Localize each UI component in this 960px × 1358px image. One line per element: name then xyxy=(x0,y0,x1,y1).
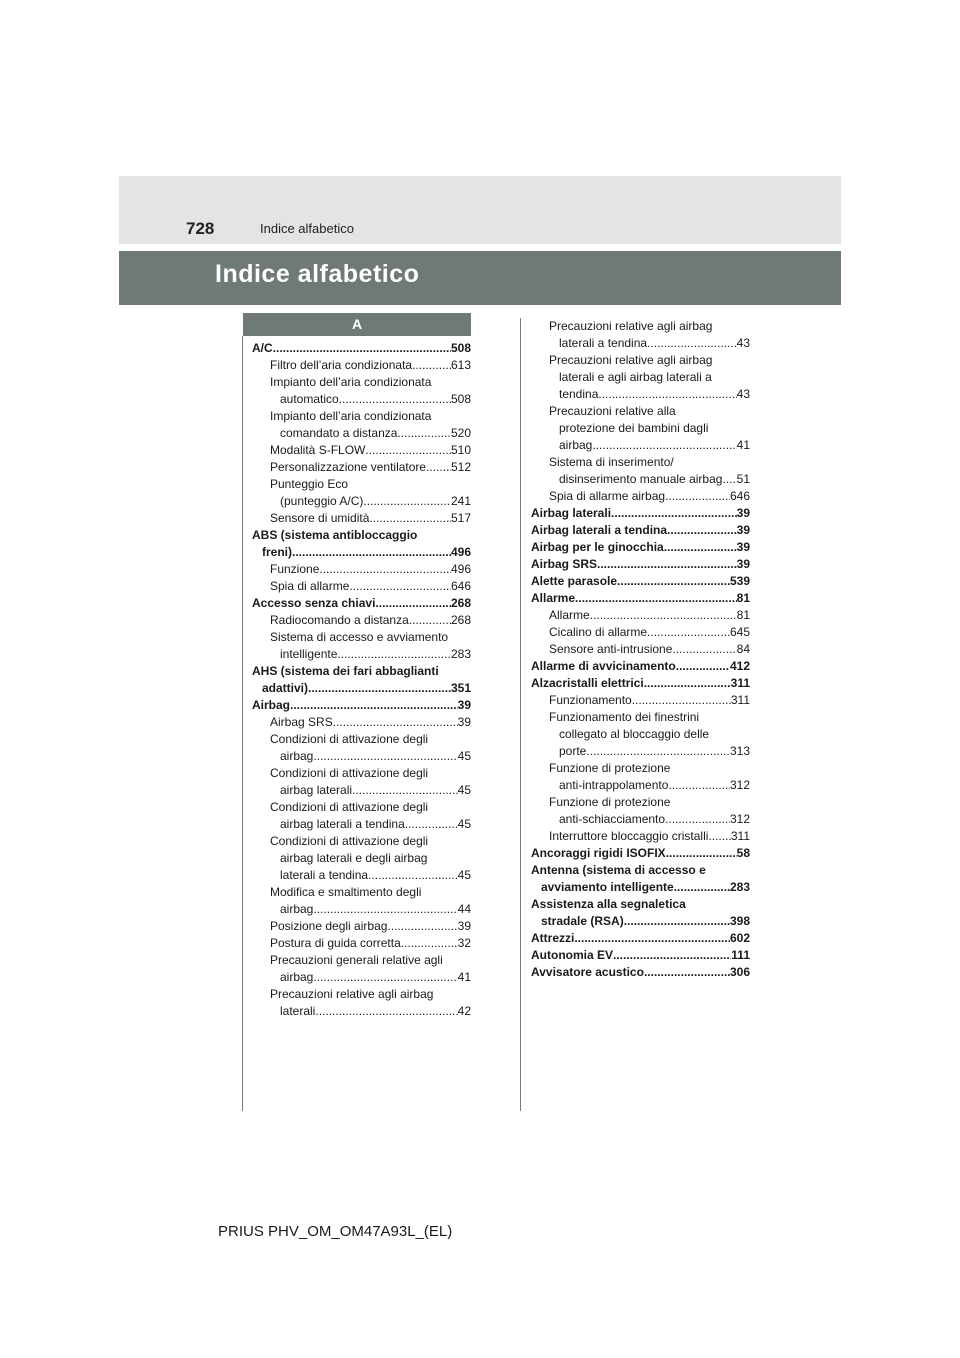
index-page-number: 520 xyxy=(450,426,471,440)
index-entry-text: anti-intrappolamento xyxy=(559,778,669,792)
dot-leader xyxy=(313,969,457,986)
index-entry xyxy=(531,454,750,488)
index-entry-text: Antenna (sistema di accesso e xyxy=(531,863,706,877)
dot-leader xyxy=(290,697,458,714)
index-entry-text: AHS (sistema dei fari abbaglianti xyxy=(252,664,439,678)
index-entry-text: Condizioni di attivazione degli xyxy=(270,766,429,780)
dot-leader xyxy=(349,578,451,595)
dot-leader xyxy=(387,918,457,935)
letter-section-header: A xyxy=(243,313,471,336)
index-entry xyxy=(531,573,750,590)
dot-leader xyxy=(665,488,730,505)
index-page-number: 508 xyxy=(450,341,471,355)
index-page-number: 45 xyxy=(457,783,471,797)
page-title: Indice alfabetico xyxy=(215,260,420,288)
index-entry-text: porte xyxy=(559,744,587,758)
dot-leader xyxy=(613,947,731,964)
index-entry xyxy=(252,918,471,935)
index-entry-text: Avvisatore acustico xyxy=(531,965,644,979)
index-entry xyxy=(531,709,750,760)
index-page-number: 268 xyxy=(450,613,471,627)
index-page-number: 311 xyxy=(730,829,750,843)
index-entry-text: Airbag xyxy=(252,698,291,712)
index-entry xyxy=(252,731,471,765)
index-entry-text: Precauzioni generali relative agli xyxy=(270,953,443,967)
index-entry xyxy=(252,459,471,476)
index-entry xyxy=(252,340,471,357)
index-entry-text: Autonomia EV xyxy=(531,948,614,962)
index-entry xyxy=(252,408,471,442)
dot-leader xyxy=(674,879,730,896)
dot-leader xyxy=(412,357,451,374)
center-column-rule xyxy=(520,318,521,1111)
index-entry-text: Airbag laterali xyxy=(531,506,612,520)
index-entry-text: Assistenza alla segnaletica xyxy=(531,897,686,911)
index-page-number: 508 xyxy=(450,392,471,406)
index-entry xyxy=(531,964,750,981)
index-entry-text: Modifica e smaltimento degli xyxy=(270,885,422,899)
index-entry-text: (punteggio A/C) xyxy=(280,494,364,508)
index-entry xyxy=(531,505,750,522)
index-page-number: 45 xyxy=(457,817,471,831)
index-entry-text: airbag laterali a tendina xyxy=(280,817,405,831)
index-entry-text: avviamento intelligente xyxy=(541,880,674,894)
dot-leader xyxy=(590,607,737,624)
index-entry-text: Sensore anti-intrusione xyxy=(549,642,673,656)
index-page-number: 517 xyxy=(450,511,471,525)
index-entry xyxy=(531,488,750,505)
dot-leader xyxy=(597,556,737,573)
index-entry-text: Airbag per le ginocchia xyxy=(531,540,664,554)
index-entry xyxy=(531,556,750,573)
index-entry-text: automatico xyxy=(280,392,339,406)
header-bar xyxy=(119,176,841,244)
header-section-title: Indice alfabetico xyxy=(260,221,354,236)
index-page-number: 283 xyxy=(729,880,750,894)
index-entry-text: Airbag SRS xyxy=(531,557,598,571)
dot-leader xyxy=(672,641,736,658)
dot-leader xyxy=(574,930,730,947)
index-entry-text: Condizioni di attivazione degli xyxy=(270,834,429,848)
index-page-number: 39 xyxy=(457,715,471,729)
index-entry xyxy=(252,476,471,510)
dot-leader xyxy=(598,386,736,403)
index-entry-text: Precauzioni relative alla xyxy=(549,404,676,418)
dot-leader xyxy=(337,646,451,663)
index-entry-text: Precauzioni relative agli airbag xyxy=(549,319,713,333)
index-page-number: 351 xyxy=(450,681,471,695)
index-entry xyxy=(252,765,471,799)
dot-leader xyxy=(308,680,451,697)
dot-leader xyxy=(375,595,451,612)
index-entry-text: Interruttore bloccaggio cristalli xyxy=(549,829,709,843)
index-entry-text: anti-schiacciamento xyxy=(559,812,666,826)
index-entry xyxy=(252,952,471,986)
index-entry-text: A/C xyxy=(252,341,273,355)
index-entry-text: Precauzioni relative agli airbag xyxy=(549,353,713,367)
index-entry-text: Funzionamento xyxy=(549,693,632,707)
index-page-number: 81 xyxy=(736,591,750,605)
index-entry-text: laterali e agli airbag laterali a xyxy=(559,370,712,384)
index-page-number: 45 xyxy=(457,868,471,882)
index-entry-text: Condizioni di attivazione degli xyxy=(270,800,429,814)
index-entry xyxy=(252,714,471,731)
dot-leader xyxy=(647,335,737,352)
index-entry-text: Airbag SRS xyxy=(270,715,333,729)
index-entry xyxy=(531,675,750,692)
index-entry xyxy=(252,595,471,612)
index-entry-text: Airbag laterali a tendina xyxy=(531,523,668,537)
dot-leader xyxy=(664,539,737,556)
index-page-number: 39 xyxy=(736,540,750,554)
index-page-number: 39 xyxy=(736,523,750,537)
index-entry xyxy=(531,828,750,845)
dot-leader xyxy=(401,935,458,952)
index-entry xyxy=(252,561,471,578)
index-entry xyxy=(531,352,750,403)
index-entry-text: airbag laterali e degli airbag xyxy=(280,851,428,865)
index-page-number: 44 xyxy=(457,902,471,916)
index-entry xyxy=(252,663,471,697)
left-column-rule xyxy=(242,336,243,1111)
document-footer: PRIUS PHV_OM_OM47A93L_(EL) xyxy=(218,1223,453,1240)
index-entry-text: Attrezzi xyxy=(531,931,575,945)
index-column-left xyxy=(252,340,471,1020)
index-page-number: 39 xyxy=(736,557,750,571)
dot-leader xyxy=(667,522,737,539)
index-entry-text: Radiocomando a distanza xyxy=(270,613,409,627)
index-entry-text: Sistema di accesso e avviamento xyxy=(270,630,449,644)
index-entry xyxy=(252,612,471,629)
index-page-number: 58 xyxy=(736,846,750,860)
index-entry-text: Impianto dell’aria condizionata xyxy=(270,375,432,389)
dot-leader xyxy=(315,1003,457,1020)
index-entry-text: Funzione di protezione xyxy=(549,761,671,775)
index-page-number: 645 xyxy=(729,625,750,639)
index-entry-text: Spia di allarme xyxy=(270,579,350,593)
index-entry xyxy=(531,641,750,658)
index-entry-text: Posizione degli airbag xyxy=(270,919,388,933)
index-entry xyxy=(531,862,750,896)
index-entry-text: Funzione xyxy=(270,562,320,576)
index-entry xyxy=(252,442,471,459)
index-entry xyxy=(531,896,750,930)
index-page-number: 41 xyxy=(736,438,750,452)
index-entry-text: airbag xyxy=(280,902,314,916)
index-entry xyxy=(252,578,471,595)
index-entry-text: Accesso senza chiavi xyxy=(252,596,376,610)
index-entry xyxy=(531,794,750,828)
dot-leader xyxy=(363,493,451,510)
index-entry-text: stradale (RSA) xyxy=(541,914,624,928)
index-entry-text: airbag laterali xyxy=(280,783,353,797)
dot-leader xyxy=(676,658,730,675)
index-page-number: 312 xyxy=(729,812,750,826)
index-page-number: 39 xyxy=(736,506,750,520)
index-entry-text: Allarme di avvicinamento xyxy=(531,659,676,673)
dot-leader xyxy=(352,782,458,799)
index-page-number: 311 xyxy=(730,676,750,690)
index-entry xyxy=(252,629,471,663)
index-entry-text: comandato a distanza xyxy=(280,426,398,440)
index-page-number: 539 xyxy=(729,574,750,588)
index-entry-text: ABS (sistema antibloccaggio xyxy=(252,528,418,542)
index-entry-text: Sensore di umidità xyxy=(270,511,370,525)
index-page-number: 84 xyxy=(736,642,750,656)
index-entry-text: collegato al bloccaggio delle xyxy=(559,727,710,741)
index-page-number: 306 xyxy=(729,965,750,979)
index-entry xyxy=(252,527,471,561)
index-entry xyxy=(531,760,750,794)
index-entry xyxy=(252,799,471,833)
index-page-number: 646 xyxy=(450,579,471,593)
index-entry-text: Personalizzazione ventilatore xyxy=(270,460,427,474)
dot-leader xyxy=(313,748,457,765)
index-page-number: 41 xyxy=(457,970,471,984)
index-entry-text: Funzione di protezione xyxy=(549,795,671,809)
index-page-number: 412 xyxy=(729,659,750,673)
index-entry xyxy=(252,884,471,918)
index-entry-text: airbag xyxy=(280,970,314,984)
index-entry xyxy=(252,935,471,952)
index-entry-text: Filtro dell’aria condizionata xyxy=(270,358,413,372)
index-page-number: 32 xyxy=(457,936,471,950)
index-page-number: 241 xyxy=(450,494,471,508)
index-entry xyxy=(531,658,750,675)
dot-leader xyxy=(333,714,458,731)
index-entry-text: Alette parasole xyxy=(531,574,618,588)
dot-leader xyxy=(397,425,451,442)
index-entry-text: adattivi) xyxy=(262,681,309,695)
dot-leader xyxy=(292,544,451,561)
index-page-number: 39 xyxy=(457,919,471,933)
index-entry-text: Punteggio Eco xyxy=(270,477,349,491)
index-entry-text: Sistema di inserimento/ xyxy=(549,455,674,469)
dot-leader xyxy=(617,573,730,590)
index-entry xyxy=(531,930,750,947)
index-entry-text: Impianto dell’aria condizionata xyxy=(270,409,432,423)
index-entry xyxy=(531,539,750,556)
index-entry-text: Condizioni di attivazione degli xyxy=(270,732,429,746)
index-entry xyxy=(531,845,750,862)
page-number: 728 xyxy=(186,219,215,238)
index-page-number: 43 xyxy=(736,387,750,401)
index-page-number: 311 xyxy=(730,693,750,707)
index-entry xyxy=(252,833,471,884)
dot-leader xyxy=(368,867,458,884)
index-entry-text: Ancoraggi rigidi ISOFIX xyxy=(531,846,666,860)
dot-leader xyxy=(426,459,451,476)
index-entry xyxy=(252,697,471,714)
index-page-number: 268 xyxy=(450,596,471,610)
index-entry-text: Modalità S-FLOW xyxy=(270,443,366,457)
index-entry-text: disinserimento manuale airbag xyxy=(559,472,723,486)
index-entry xyxy=(252,986,471,1020)
index-entry-text: Funzionamento dei finestrini xyxy=(549,710,700,724)
dot-leader xyxy=(666,845,737,862)
dot-leader xyxy=(409,612,451,629)
index-page-number: 45 xyxy=(457,749,471,763)
index-entry-text: laterali a tendina xyxy=(559,336,648,350)
index-column-right xyxy=(531,318,750,981)
dot-leader xyxy=(365,442,451,459)
index-entry-text: Precauzioni relative agli airbag xyxy=(270,987,434,1001)
dot-leader xyxy=(668,777,730,794)
index-page-number: 602 xyxy=(729,931,750,945)
index-entry-text: freni) xyxy=(262,545,292,559)
index-page-number: 510 xyxy=(450,443,471,457)
dot-leader xyxy=(319,561,451,578)
index-entry xyxy=(531,947,750,964)
index-page-number: 646 xyxy=(729,489,750,503)
index-entry-text: Alzacristalli elettrici xyxy=(531,676,644,690)
index-entry-text: laterali a tendina xyxy=(280,868,369,882)
dot-leader xyxy=(586,743,730,760)
index-entry-text: protezione dei bambini dagli xyxy=(559,421,709,435)
index-entry xyxy=(252,357,471,374)
index-page-number: 39 xyxy=(457,698,471,712)
dot-leader xyxy=(369,510,451,527)
index-entry-text: Spia di allarme airbag xyxy=(549,489,666,503)
index-page-number: 313 xyxy=(729,744,750,758)
index-entry-text: intelligente xyxy=(280,647,338,661)
dot-leader xyxy=(632,692,731,709)
index-entry-text: laterali xyxy=(280,1004,316,1018)
index-page-number: 398 xyxy=(729,914,750,928)
index-entry xyxy=(531,403,750,454)
dot-leader xyxy=(575,590,737,607)
dot-leader xyxy=(708,828,730,845)
dot-leader xyxy=(611,505,737,522)
index-page-number: 81 xyxy=(736,608,750,622)
dot-leader xyxy=(273,340,451,357)
index-entry-text: Allarme xyxy=(549,608,590,622)
dot-leader xyxy=(644,964,730,981)
index-entry xyxy=(531,590,750,607)
index-entry xyxy=(531,318,750,352)
index-page-number: 111 xyxy=(731,948,750,962)
index-page-number: 283 xyxy=(450,647,471,661)
dot-leader xyxy=(313,901,457,918)
index-entry xyxy=(252,374,471,408)
dot-leader xyxy=(405,816,458,833)
dot-leader xyxy=(339,391,451,408)
index-page-number: 51 xyxy=(736,472,750,486)
index-page-number: 613 xyxy=(450,358,471,372)
dot-leader xyxy=(624,913,730,930)
index-page-number: 312 xyxy=(729,778,750,792)
index-page-number: 512 xyxy=(450,460,471,474)
index-entry-text: airbag xyxy=(280,749,314,763)
dot-leader xyxy=(592,437,736,454)
dot-leader xyxy=(647,624,730,641)
dot-leader xyxy=(665,811,730,828)
index-entry-text: Allarme xyxy=(531,591,576,605)
index-entry xyxy=(531,624,750,641)
index-page-number: 42 xyxy=(457,1004,471,1018)
index-entry-text: Cicalino di allarme xyxy=(549,625,648,639)
index-page-number: 496 xyxy=(450,562,471,576)
index-entry xyxy=(531,692,750,709)
index-entry xyxy=(531,522,750,539)
index-entry-text: tendina xyxy=(559,387,599,401)
index-entry xyxy=(252,510,471,527)
index-entry xyxy=(531,607,750,624)
index-entry-text: Postura di guida corretta xyxy=(270,936,401,950)
index-entry-text: airbag xyxy=(559,438,593,452)
dot-leader xyxy=(644,675,731,692)
index-page-number: 43 xyxy=(736,336,750,350)
index-page-number: 496 xyxy=(450,545,471,559)
dot-leader xyxy=(722,471,736,488)
